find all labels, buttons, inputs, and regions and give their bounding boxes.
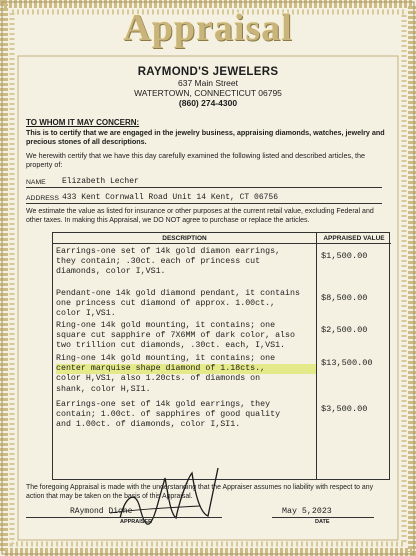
row-line: and 1.00ct. of diamonds, color I,SI1. [56,420,241,430]
row-line: contain; 1.00ct. of sapphires of good quality [56,410,281,420]
row-line: Earrings-one set of 14k gold earrings, they [56,400,271,409]
table-row-1-price: $1,500.00 [321,251,368,261]
row-line: shank, color H,SI1. [56,384,151,394]
signature-line [26,517,222,518]
name-label: NAME [26,179,46,186]
date-line [272,517,374,518]
appraiser-label: APPRAISER [120,519,153,525]
name-row [26,175,382,188]
row-line: Pendant-one 14k gold diamond pendant, it contains [56,289,300,298]
row-line: they contain; .30ct. each of princess cut [56,257,261,267]
signature-scribble [80,458,240,538]
address-label: ADDRESS [26,195,59,202]
table-row-3-price: $2,500.00 [321,325,368,335]
table-row-5-price: $3,500.00 [321,404,368,414]
document-title: Appraisal [123,7,293,49]
column-divider [316,244,317,480]
row-line: Ring-one 14k gold mounting, it contains; one [56,321,276,330]
jeweler-city: WATERTOWN, CONNECTICUT 06795 [134,87,282,98]
address-value: 433 Kent Cornwall Road Unit 14 Kent, CT 06756 [62,193,279,202]
salutation: TO WHOM IT MAY CONCERN: [26,118,140,127]
table-row-4-price: $13,500.00 [321,358,373,368]
date-value: May 5,2023 [282,507,332,516]
intro-text: This is to certify that we are engaged in the jewelry business, appraising diamonds, watches, jewelry and precious stones of all descriptions. [26,128,385,146]
row-line: two trillion cut diamonds, .30ct. each, I,VS1. [56,341,286,351]
table-row-2-desc [53,289,316,320]
row-line: color H,VS1, also 1.20cts. of diamonds on [56,374,261,384]
description-header: DESCRIPTION [53,233,316,244]
jeweler-street: 637 Main Street [177,78,238,89]
jeweler-name: RAYMOND'S JEWELERS [137,66,279,78]
table-row-4-desc [53,354,316,395]
certify-text: We herewith certify that we have this day carefully examined the following listed and described articles, the property of: [26,151,366,169]
row-line: square cut sapphire of 7X6MM of dark color, also [56,331,295,341]
table-row-3-desc [53,321,316,352]
table-row-5-desc [53,400,316,431]
jeweler-header [0,66,416,109]
row-line: one princess cut diamond of approx. 1.00ct., [56,299,276,309]
row-line: diamonds, color I,VS1. [56,267,166,277]
table-row-1-desc [53,247,316,278]
address-row [26,191,382,204]
name-value: Elizabeth Lecher [62,177,139,186]
date-label: DATE [315,519,330,525]
estimate-text: We estimate the value as listed for insurance or other purposes at the current retail value, excluding Federal and other taxes. In making this Appraisal, we DO NOT agree to purchase or replace the articles. [26,208,374,224]
row-line: color I,VS1. [56,309,116,319]
row-line: Ring-one 14k gold mounting, it contains; one [56,354,276,363]
appraiser-name: RAymond Diche [70,507,133,516]
liability-text: The foregoing Appraisal is made with the understanding that the Appraiser assumes no liability with respect to any action that may be taken on the basis of this Appraisal. [26,484,374,500]
row-line: center marquise shape diamond of 1.18cts., [56,364,316,374]
table-row-2-price: $8,500.00 [321,293,368,303]
appraisal-table [52,232,390,480]
jeweler-phone: (860) 274-4300 [178,97,238,108]
value-header: APPRAISED VALUE [316,233,391,244]
row-line: Earrings-one set of 14k gold diamon earrings, [56,247,281,256]
